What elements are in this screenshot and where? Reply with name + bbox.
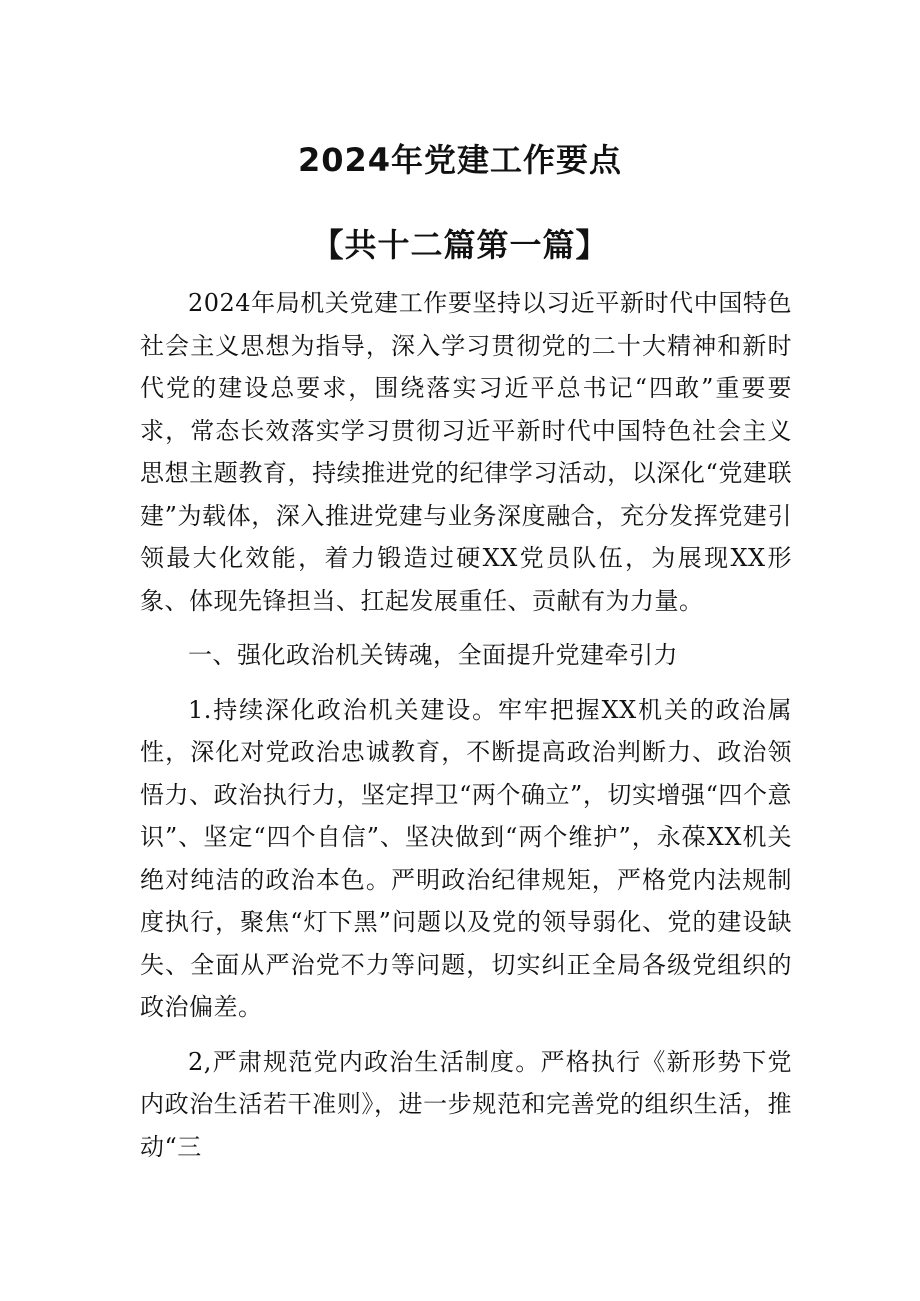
- section-heading-1: 一、强化政治机关铸魂，全面提升党建牵引力: [188, 641, 678, 669]
- paragraph-item-2: 2,严肃规范党内政治生活制度。严格执行《新形势下党内政治生活若干准则》，进一步规范和完善党的组织生活，推动“三: [140, 1047, 792, 1161]
- document-subtitle: 【共十二篇第一篇】: [311, 226, 609, 264]
- paragraph-item-1: 1.持续深化政治机关建设。牢牢把握XX机关的政治属性，深化对党政治忠诚教育，不断提高政治判断力、政治领悟力、政治执行力，坚定捍卫“两个确立”，切实增强“四个意识”、坚定“四个自信”、坚决做到“两个维护”，永葆XX机关绝对纯洁的政治本色。严明政治纪律规矩，严格党内法规制度执行，聚焦“灯下黑”问题以及党的领导弱化、党的建设缺失、全面从严治党不力等问题，切实纠正全局各级党组织的政治偏差。: [140, 695, 792, 1021]
- paragraph-intro: 2024年局机关党建工作要坚持以习近平新时代中国特色社会主义思想为指导，深入学习贯彻党的二十大精神和新时代党的建设总要求，围绕落实习近平总书记“四敢”重要要求，常态长效落实学习贯彻习近平新时代中国特色社会主义思想主题教育，持续推进党的纪律学习活动，以深化“党建联建”为载体，深入推进党建与业务深度融合，充分发挥党建引领最大化效能，着力锻造过硬XX党员队伍，为展现XX形象、体现先锋担当、扛起发展重任、贡献有为力量。: [140, 289, 792, 615]
- document-body: [140, 260, 792, 1168]
- document-title: 2024年党建工作要点: [297, 141, 623, 179]
